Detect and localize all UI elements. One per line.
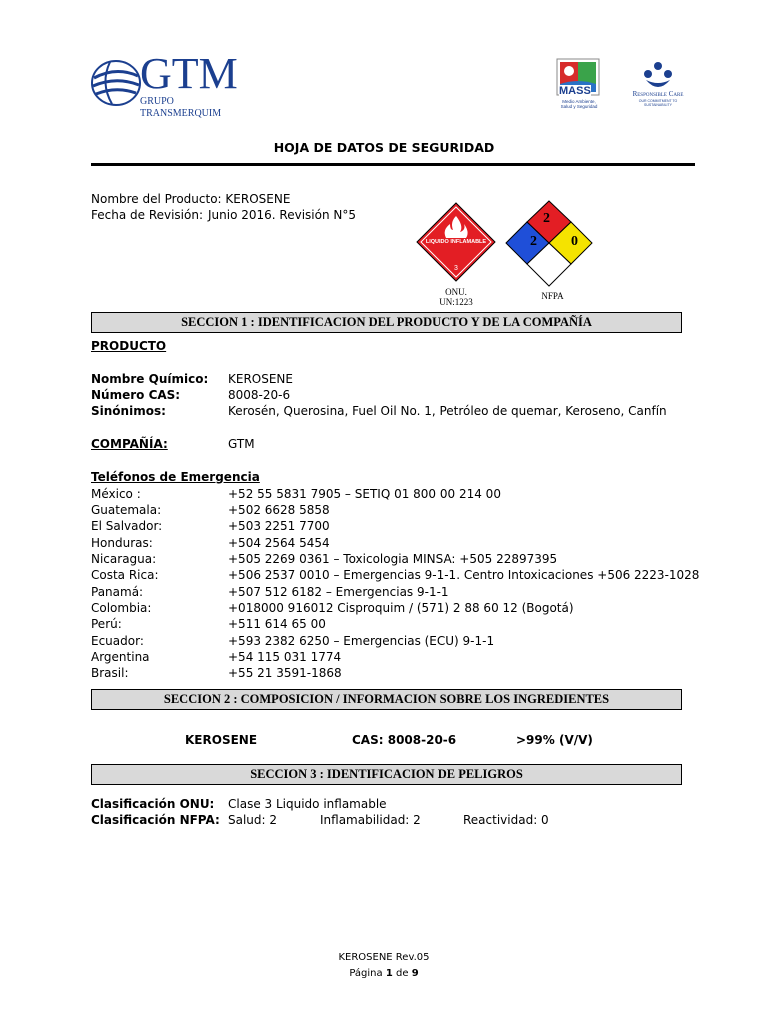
document-title: HOJA DE DATOS DE SEGURIDAD [273,140,495,155]
mass-text: MASS [559,85,591,97]
phone-number: +55 21 3591-1868 [228,666,342,680]
nfpa-classification-label: Clasificación NFPA: [91,813,220,827]
phone-number: +593 2382 6250 – Emergencias (ECU) 9-1-1 [228,634,495,648]
phone-number: +018000 916012 Cisproquim / (571) 2 88 60 12 (Bogotá) [228,601,574,615]
field-value-synonyms: Kerosén, Querosina, Fuel Oil No. 1, Petróleo de quemar, Keroseno, Canfín [228,404,667,418]
phone-country: Nicaragua: [91,552,157,566]
nfpa-reactivity-value: 0 [571,234,578,249]
nfpa-health: Salud: 2 [228,813,278,827]
mass-logo [556,58,600,114]
nfpa-health-value: 2 [543,211,550,226]
phone-country: Costa Rica: [91,568,159,582]
phone-country: Guatemala: [91,503,162,517]
nfpa-flammability: Inflamabilidad: 2 [320,813,421,827]
phone-number: +511 614 65 00 [228,617,326,631]
responsible-care-icon [638,60,678,90]
rc-text: Responsible Care [632,90,684,98]
page-of: de [396,968,409,979]
logo-text: GTM [140,49,238,98]
section3-header: SECCION 3 : IDENTIFICACION DE PELIGROS [91,764,682,785]
emergency-phones-heading: Teléfonos de Emergencia [91,470,260,484]
phone-country: Panamá: [91,585,144,599]
phone-country: Perú: [91,617,122,631]
logo-subtitle: GRUPO TRANSMERQUIM [140,96,222,119]
onu-classification-value: Clase 3 Liquido inflamable [228,797,387,811]
phone-number: +505 2269 0361 – Toxicologia MINSA: +505 22897395 [228,552,558,566]
phone-country: Honduras: [91,536,153,550]
product-name-line: Nombre del Producto: KEROSENE [91,192,291,206]
dot-class-number: 3 [454,265,458,272]
footer-page [0,967,768,980]
phone-country: El Salvador: [91,519,163,533]
page-number: 1 [385,968,393,979]
onu-caption-2: UN:1223 [439,297,473,307]
field-label-chemical-name: Nombre Químico: [91,372,209,386]
phone-number: +52 55 5831 7905 – SETIQ 01 800 00 214 00 [228,487,501,501]
company-label: COMPAÑÍA: [91,437,168,451]
gtm-globe-icon [90,58,142,108]
phone-country: Argentina [91,650,150,664]
phone-number: +504 2564 5454 [228,536,330,550]
onu-classification-label: Clasificación ONU: [91,797,215,811]
section2-header: SECCION 2 : COMPOSICION / INFORMACION SOBRE LOS INGREDIENTES [91,689,682,710]
phone-country: Colombia: [91,601,152,615]
onu-caption-1: ONU. [445,287,467,297]
phone-number: +54 115 031 1774 [228,650,342,664]
phone-number: +506 2537 0010 – Emergencias 9-1-1. Centro Intoxicaciones +506 2223-1028 [228,568,700,582]
nfpa-caption: NFPA [541,291,564,301]
footer-doc: KEROSENE Rev.05 [338,952,430,963]
dot-flammable-label [416,202,496,282]
field-value-cas: 8008-20-6 [228,388,291,402]
nfpa-diamond [505,200,593,288]
ingredient-cas: CAS: 8008-20-6 [352,733,457,747]
phone-country: Ecuador: [91,634,144,648]
phone-number: +507 512 6182 – Emergencias 9-1-1 [228,585,449,599]
ingredient-percent: >99% (V/V) [516,733,593,747]
field-value-chemical-name: KEROSENE [228,372,293,386]
phone-number: +503 2251 7700 [228,519,330,533]
rc-subtitle: OUR COMMITMENT TO SUSTAINABILITY [638,99,678,107]
producto-heading: PRODUCTO [91,339,167,353]
dot-label-text: LIQUIDO INFLAMABLE [425,239,487,245]
title-rule [91,163,695,166]
revision-value: Junio 2016. Revisión N°5 [208,208,356,222]
nfpa-flammability-value: 2 [530,234,537,249]
company-value: GTM [228,437,255,451]
field-label-synonyms: Sinónimos: [91,404,166,418]
page-label: Página [349,968,383,979]
ingredient-name: KEROSENE [185,733,258,747]
responsible-care-logo [628,60,688,108]
phone-country: México : [91,487,141,501]
nfpa-reactivity: Reactividad: 0 [463,813,549,827]
section1-header: SECCION 1 : IDENTIFICACION DEL PRODUCTO Y DE LA COMPAÑÍA [91,312,682,333]
mass-subtitle: Medio Ambiente, Salud y Seguridad [560,99,598,109]
phone-country: Brasil: [91,666,129,680]
page-total: 9 [411,968,419,979]
gtm-logo [90,49,255,119]
phone-number: +502 6628 5858 [228,503,330,517]
field-label-cas: Número CAS: [91,388,181,402]
revision-label: Fecha de Revisión: [91,208,204,222]
